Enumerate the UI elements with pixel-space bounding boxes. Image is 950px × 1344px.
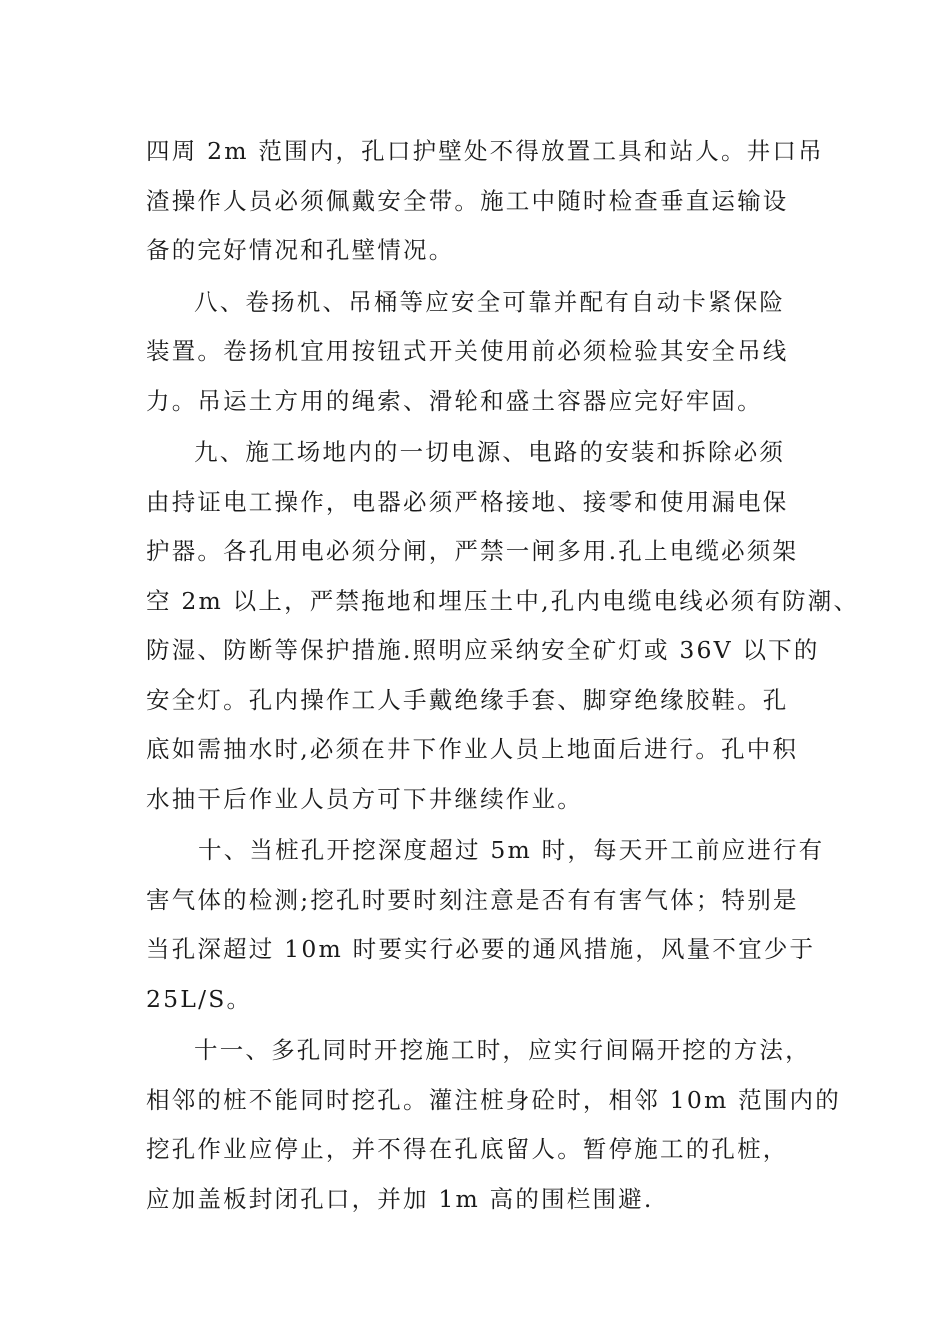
paragraph-9 bbox=[146, 428, 860, 824]
text-line: 四周 2m 范围内，孔口护壁处不得放置工具和站人。井口吊 bbox=[146, 137, 824, 165]
text-line: 装置。卷扬机宜用按钮式开关使用前必须检验其安全吊线 bbox=[146, 337, 789, 365]
text-line: 十一、多孔同时开挖施工时，应实行间隔开挖的方法， bbox=[194, 1036, 811, 1064]
text-line: 由持证电工操作，电器必须严格接地、接零和使用漏电保 bbox=[146, 487, 789, 516]
text-line: 25L/S。 bbox=[146, 984, 253, 1013]
text-line: 防湿、防断等保护措施.照明应采纳安全矿灯或 36V 以下的 bbox=[146, 636, 820, 664]
document-body bbox=[146, 127, 860, 1224]
text-line: 当孔深超过 10m 时要实行必要的通风措施，风量不宜少于 bbox=[146, 935, 816, 963]
text-line: 害气体的检测;挖孔时要时刻注意是否有有害气体；特别是 bbox=[146, 885, 799, 914]
text-line: 挖孔作业应停止，并不得在孔底留人。暂停施工的孔桩， bbox=[146, 1135, 789, 1163]
text-line: 水抽干后作业人员方可下井继续作业。 bbox=[146, 784, 583, 813]
text-line: 应加盖板封闭孔口，并加 1m 高的围栏围避. bbox=[146, 1184, 654, 1213]
paragraph-8 bbox=[146, 278, 816, 427]
text-line: 八、卷扬机、吊桶等应安全可靠并配有自动卡紧保险 bbox=[194, 287, 786, 316]
text-line: 力。吊运土方用的绳索、滑轮和盛土容器应完好牢固。 bbox=[146, 386, 763, 415]
paragraph-11 bbox=[146, 1026, 841, 1224]
text-line: 空 2m 以上，严禁拖地和埋压土中,孔内电缆电线必须有防潮、 bbox=[146, 586, 860, 615]
text-line: 相邻的桩不能同时挖孔。灌注桩身砼时，相邻 10m 范围内的 bbox=[146, 1085, 841, 1114]
text-line: 渣操作人员必须佩戴安全带。施工中随时检查垂直运输设 bbox=[146, 186, 789, 215]
text-line: 护器。各孔用电必须分闸，严禁一闸多用.孔上电缆必须架 bbox=[146, 537, 799, 565]
paragraph-7-continued bbox=[146, 127, 824, 276]
text-line: 安全灯。孔内操作工人手戴绝缘手套、脚穿绝缘胶鞋。孔 bbox=[146, 685, 789, 714]
text-line: 备的完好情况和孔壁情况。 bbox=[146, 236, 455, 264]
text-line: 九、施工场地内的一切电源、电路的安装和拆除必须 bbox=[194, 438, 786, 466]
text-line: 十、当桩孔开挖深度超过 5m 时，每天开工前应进行有 bbox=[198, 836, 825, 864]
paragraph-10 bbox=[146, 826, 825, 1024]
text-line: 底如需抽水时,必须在井下作业人员上地面后进行。孔中积 bbox=[146, 735, 799, 763]
